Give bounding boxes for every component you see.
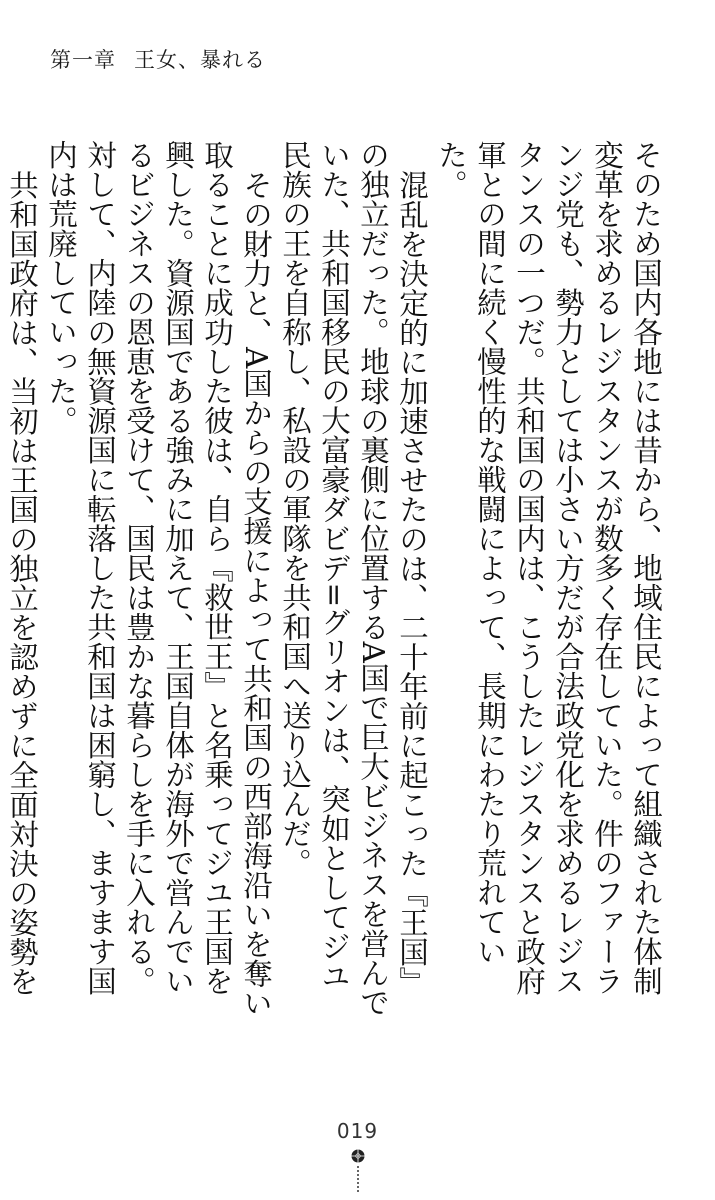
paragraph: そのため国内各地には昔から、地域住民によって組織された体制変革を求めるレジスタンスが数多く存在していた。件のファーランジ党も、勢力としては小さい方だが合法政党化を求めるレジスタンスの一つだ。共和国の国内は、こうしたレジスタンスと政府軍との間に続く慢性的な戦闘によって、長期にわたり荒れていた。 <box>434 140 663 996</box>
running-head <box>50 44 266 74</box>
paragraph: その財力と、A国からの支援によって共和国の西部海沿いを奪い取ることに成功した彼は、自ら『救世王』と名乗ってジユ王国を興した。資源国である強みに加えて、王国自体が海外で営んでいるビジネスの恩恵を受けて、国民は豊かな暮らしを手に入れる。対して、内陸の無資源国に転落した共和国は困窮し、ますます国内は荒廃していった。 <box>44 140 273 1017</box>
body-text <box>5 140 665 1020</box>
paragraph: 混乱を決定的に加速させたのは、二十年前に起こった『王国』の独立だった。地球の裏側に位置するA国で巨大ビジネスを営んでいた、共和国移民の大富豪ダビデ=グリオンは、突如としてジユ民族の王を自称し、私設の軍隊を共和国へ送り込んだ。 <box>278 140 429 1017</box>
chapter-number: 第一章 <box>50 48 116 72</box>
chapter-title: 王女、暴れる <box>134 48 266 72</box>
paragraph: 共和国政府は、当初は王国の独立を認めずに全面対決の姿勢を <box>5 169 39 996</box>
ornament-icon <box>350 1148 366 1164</box>
ornament-tail <box>357 1166 359 1192</box>
page-number: 019 <box>336 1119 379 1143</box>
